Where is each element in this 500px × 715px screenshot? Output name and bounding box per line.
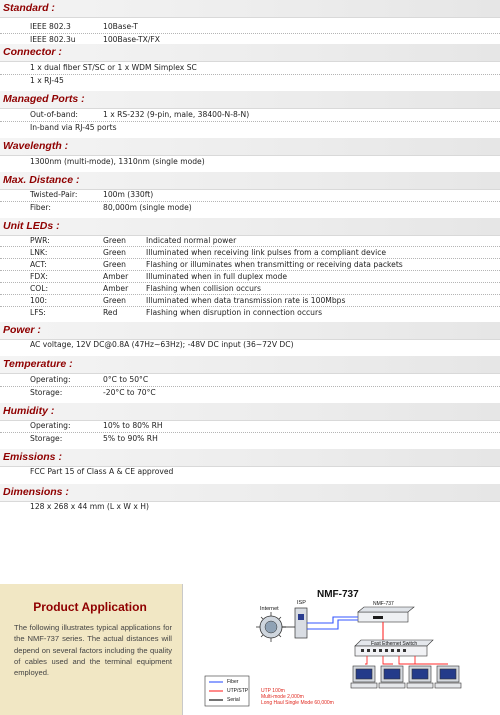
section-max-distance: [0, 172, 500, 190]
section-header: [0, 322, 500, 340]
device-label: NMF-737: [373, 601, 394, 607]
diagram-graphic: [183, 584, 500, 715]
section-title: Wavelength :: [3, 140, 69, 152]
section-header: [0, 356, 500, 374]
spec-label: Fiber:: [30, 203, 51, 212]
isp-device: [295, 608, 307, 638]
product-application-panel: [0, 584, 500, 715]
led-color: Amber: [103, 284, 129, 293]
spec-row: [0, 433, 500, 444]
section-header: [0, 172, 500, 190]
internet-globe-icon: [256, 612, 286, 642]
section-title: Dimensions :: [3, 486, 69, 498]
legend-utp: UTP/STP: [227, 688, 249, 694]
spec-row: [0, 501, 500, 512]
spec-row: [0, 374, 500, 385]
distance-note: Long Haul Single Mode 60,000m: [261, 700, 334, 706]
distance-note: UTP 100m: [261, 688, 285, 694]
spec-label: IEEE 802.3: [30, 22, 71, 31]
spec-row: [0, 202, 500, 213]
spec-label: Storage:: [30, 388, 63, 397]
spec-value: 1 x RJ-45: [30, 76, 64, 85]
led-name: LFS:: [30, 308, 46, 317]
led-color: Green: [103, 260, 126, 269]
diagram-model-title: NMF-737: [317, 589, 359, 600]
led-description: Illuminated when data transmission rate is 100Mbps: [146, 296, 346, 305]
section-header: [0, 0, 500, 18]
led-name: 100:: [30, 296, 48, 305]
led-description: Flashing or illuminates when transmitting or receiving data packets: [146, 260, 403, 269]
spec-value: FCC Part 15 of Class A & CE approved: [30, 467, 174, 476]
product-application-title: Product Application: [33, 600, 147, 614]
led-color: Amber: [103, 272, 129, 281]
section-header: [0, 91, 500, 109]
led-color: Red: [103, 308, 118, 317]
spec-label: Operating:: [30, 421, 71, 430]
led-row: [0, 247, 500, 258]
section-managed-ports: [0, 91, 500, 109]
spec-row: [0, 420, 500, 431]
section-title: Unit LEDs :: [3, 220, 60, 232]
spec-value: 1300nm (multi-mode), 1310nm (single mode): [30, 157, 205, 166]
section-header: [0, 449, 500, 467]
spec-value: 100Base-TX/FX: [103, 35, 160, 44]
section-power: [0, 322, 500, 340]
spec-value: 10Base-T: [103, 22, 138, 31]
section-standard: [0, 0, 500, 18]
led-description: Flashing when collision occurs: [146, 284, 261, 293]
led-color: Green: [103, 296, 126, 305]
section-emissions: [0, 449, 500, 467]
section-header: [0, 403, 500, 421]
led-description: Indicated normal power: [146, 236, 237, 245]
section-unit-leds: [0, 218, 500, 236]
led-row: [0, 307, 500, 318]
section-header: [0, 138, 500, 156]
section-connector: [0, 44, 500, 62]
spec-value: AC voltage, 12V DC@0.8A (47Hz~63Hz); -48V DC input (36~72V DC): [30, 340, 294, 349]
section-wavelength: [0, 138, 500, 156]
spec-row: [0, 109, 500, 120]
spec-value: 0°C to 50°C: [103, 375, 149, 384]
section-header: [0, 484, 500, 502]
led-name: ACT:: [30, 260, 47, 269]
led-row: [0, 259, 500, 270]
internet-label: Internet: [260, 606, 279, 612]
led-name: COL:: [30, 284, 49, 293]
spec-value: -20°C to 70°C: [103, 388, 156, 397]
section-title: Standard :: [3, 2, 55, 14]
spec-row: [0, 122, 500, 133]
spec-label: Operating:: [30, 375, 71, 384]
spec-value: 80,000m (single mode): [103, 203, 192, 212]
led-color: Green: [103, 248, 126, 257]
section-title: Power :: [3, 324, 41, 336]
led-row: [0, 295, 500, 306]
section-header: [0, 218, 500, 236]
switch-label: Fast Ethernet Switch: [371, 641, 418, 647]
spec-value: 128 x 268 x 44 mm (L x W x H): [30, 502, 149, 511]
section-dimensions: [0, 484, 500, 502]
spec-value: In-band via RJ-45 ports: [30, 123, 117, 132]
distance-note: Multi-mode 2,000m: [261, 694, 304, 700]
led-row: [0, 283, 500, 294]
application-diagram: [182, 584, 500, 715]
spec-value: 1 x RS-232 (9-pin, male, 38400-N-8-N): [103, 110, 250, 119]
section-title: Temperature :: [3, 358, 73, 370]
led-color: Green: [103, 236, 126, 245]
spec-row: [0, 62, 500, 73]
spec-row: [0, 339, 500, 350]
legend-fiber: Fiber: [227, 679, 239, 685]
spec-label: Storage:: [30, 434, 63, 443]
spec-row: [0, 156, 500, 167]
section-title: Managed Ports :: [3, 93, 85, 105]
spec-value: 100m (330ft): [103, 190, 154, 199]
led-name: PWR:: [30, 236, 50, 245]
led-row: [0, 235, 500, 246]
led-name: LNK:: [30, 248, 48, 257]
isp-label: ISP: [297, 600, 306, 606]
section-header: [0, 44, 500, 62]
workstation-icons: [351, 666, 461, 688]
led-description: Illuminated when receiving link pulses from a compliant device: [146, 248, 387, 257]
led-row: [0, 271, 500, 282]
section-title: Humidity :: [3, 405, 55, 417]
section-title: Emissions :: [3, 451, 62, 463]
spec-label: Out-of-band:: [30, 110, 78, 119]
spec-label: IEEE 802.3u: [30, 35, 76, 44]
section-temperature: [0, 356, 500, 374]
section-title: Max. Distance :: [3, 174, 80, 186]
nmf-737-device: [358, 607, 414, 622]
product-application-text: The following illustrates typical applications for the NMF-737 series. The actual distances will depend on several factors including the quality of cables used and the terminal equipment employed.: [14, 623, 172, 678]
section-humidity: [0, 403, 500, 421]
spec-value: 5% to 90% RH: [103, 434, 158, 443]
spec-row: [0, 189, 500, 200]
spec-row: [0, 75, 500, 86]
spec-label: Twisted-Pair:: [30, 190, 78, 199]
spec-row: [0, 466, 500, 477]
section-title: Connector :: [3, 46, 62, 58]
legend-serial: Serial: [227, 697, 240, 703]
spec-value: 10% to 80% RH: [103, 421, 163, 430]
led-description: Illuminated when in full duplex mode: [146, 272, 288, 281]
led-name: FDX:: [30, 272, 48, 281]
led-description: Flashing when disruption in connection occurs: [146, 308, 323, 317]
spec-row: [0, 387, 500, 398]
spec-value: 1 x dual fiber ST/SC or 1 x WDM Simplex SC: [30, 63, 197, 72]
